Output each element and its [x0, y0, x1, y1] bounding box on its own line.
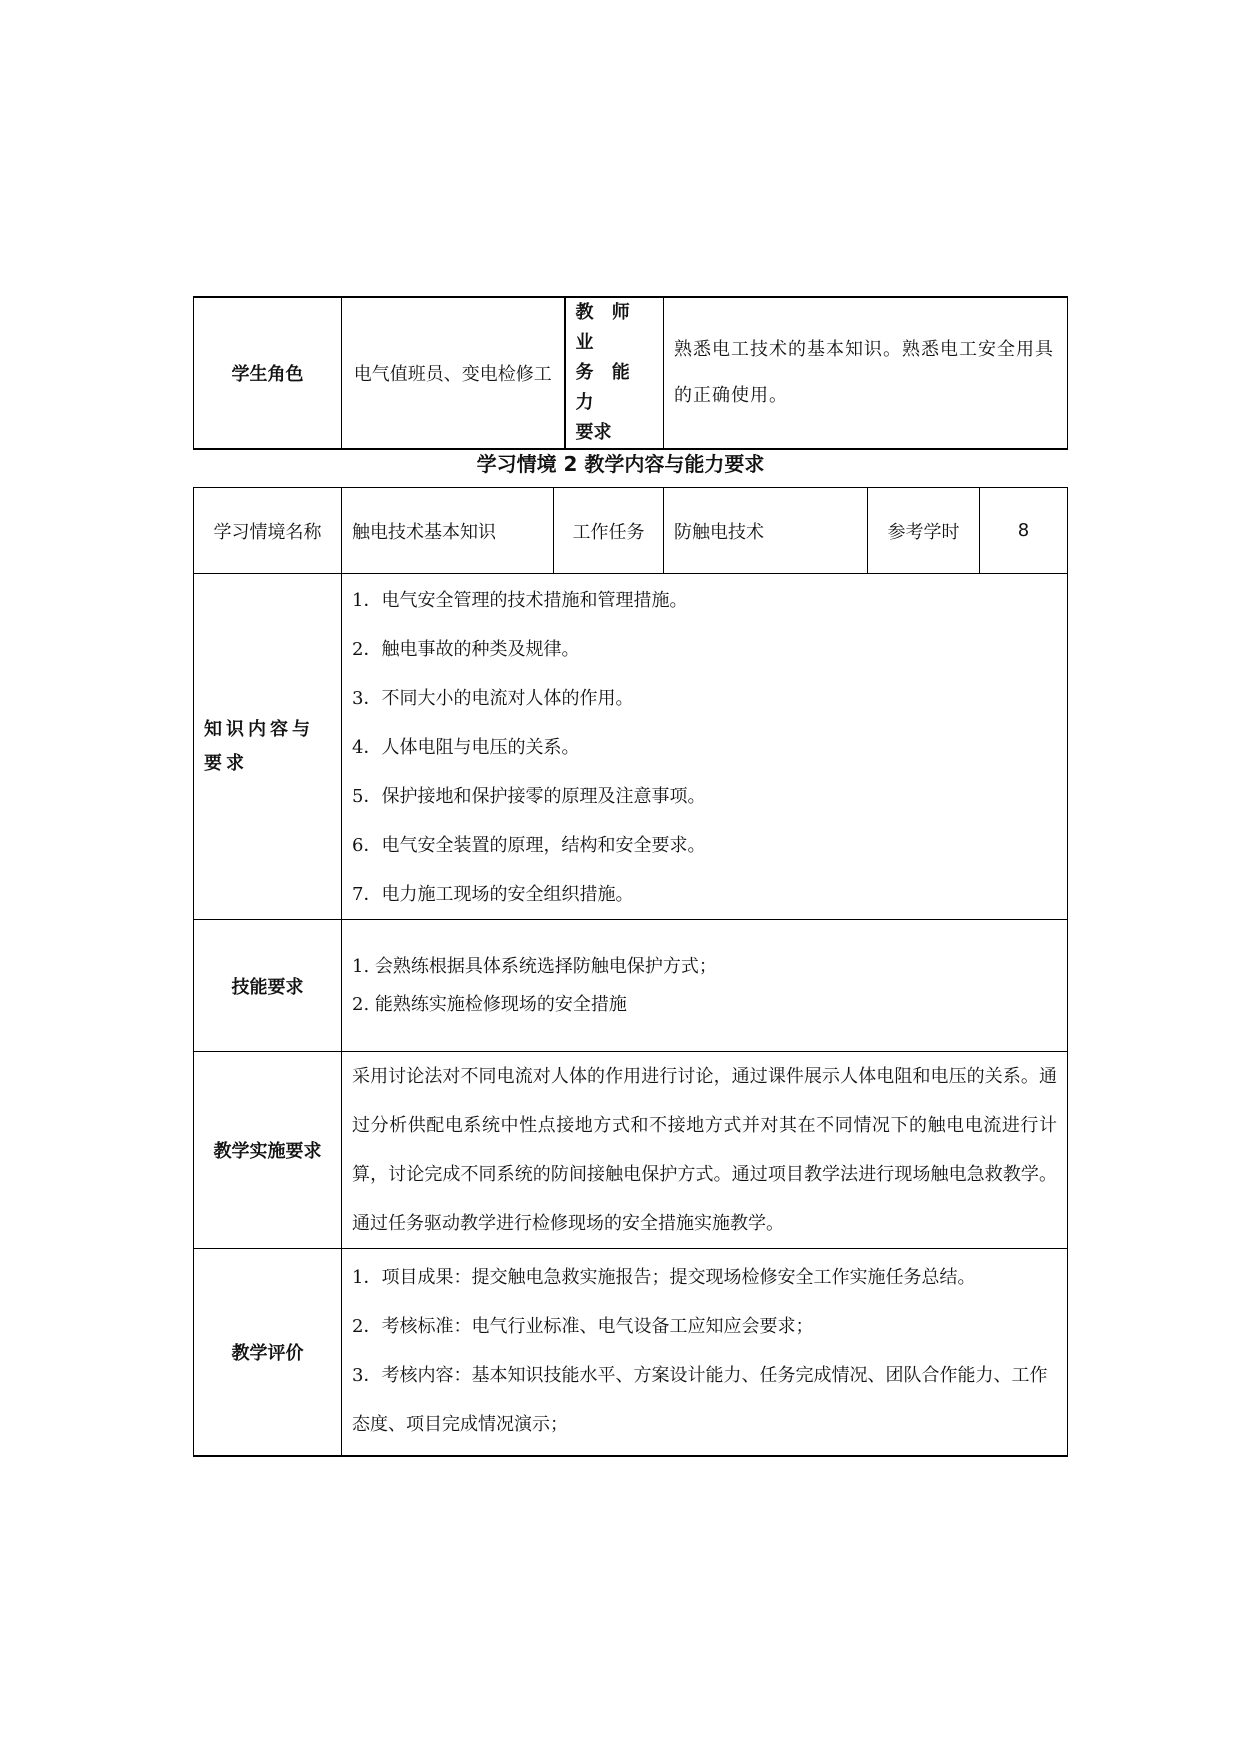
knowledge-item: 1．电气安全管理的技术措施和管理措施。	[352, 590, 688, 611]
teacher-requirement-label-line: 务 能 力	[575, 362, 636, 413]
knowledge-item: 4．人体电阻与电压的关系。	[352, 737, 580, 758]
knowledge-item: 3．不同大小的电流对人体的作用。	[352, 688, 634, 709]
reference-hours-label: 参考学时	[868, 488, 980, 574]
knowledge-item: 6．电气安全装置的原理，结构和安全要求。	[352, 835, 706, 856]
work-task-label: 工作任务	[554, 488, 664, 574]
evaluation-label: 教学评价	[194, 1249, 342, 1457]
teacher-requirement-label-line: 教 师 业	[575, 302, 636, 353]
situation-name-value: 触电技术基本知识	[342, 488, 554, 574]
knowledge-content	[342, 574, 1068, 920]
knowledge-label: 知识内容与要求	[194, 574, 342, 920]
student-role-table	[193, 296, 1068, 450]
teacher-requirement-value: 熟悉电工技术的基本知识。熟悉电工安全用具的正确使用。	[664, 297, 1068, 449]
knowledge-item: 2．触电事故的种类及规律。	[352, 639, 580, 660]
knowledge-item: 5．保护接地和保护接零的原理及注意事项。	[352, 786, 706, 807]
implementation-label: 教学实施要求	[194, 1052, 342, 1249]
skills-item: 2. 能熟练实施检修现场的安全措施	[352, 993, 627, 1015]
skills-item: 1. 会熟练根据具体系统选择防触电保护方式；	[352, 955, 717, 977]
skills-content	[342, 920, 1068, 1052]
work-task-value: 防触电技术	[664, 488, 868, 574]
evaluation-item: 2．考核标准：电气行业标准、电气设备工应知应会要求；	[352, 1316, 814, 1337]
teaching-content-table	[193, 487, 1068, 1457]
evaluation-content	[342, 1249, 1068, 1457]
section-title: 学习情境 2 教学内容与能力要求	[476, 452, 765, 476]
implementation-text: 采用讨论法对不同电流对人体的作用进行讨论，通过课件展示人体电阻和电压的关系。通过分析供配电系统中性点接地方式和不接地方式并对其在不同情况下的触电电流进行计算，讨论完成不同系统的防间接触电保护方式。通过项目教学法进行现场触电急救教学。通过任务驱动教学进行检修现场的安全措施实施教学。	[342, 1052, 1068, 1249]
situation-name-label: 学习情境名称	[194, 488, 342, 574]
evaluation-item: 3．考核内容：基本知识技能水平、方案设计能力、任务完成情况、团队合作能力、工作态度、项目完成情况演示；	[352, 1365, 1048, 1435]
teacher-requirement-label-line: 要求	[575, 422, 612, 443]
knowledge-item: 7．电力施工现场的安全组织措施。	[352, 884, 634, 905]
reference-hours-value: 8	[980, 488, 1068, 574]
evaluation-item: 1．项目成果：提交触电急救实施报告；提交现场检修安全工作实施任务总结。	[352, 1267, 976, 1288]
student-role-label: 学生角色	[194, 297, 342, 449]
student-role-value: 电气值班员、变电检修工	[342, 297, 565, 449]
teacher-requirement-label	[565, 297, 664, 449]
skills-label: 技能要求	[194, 920, 342, 1052]
